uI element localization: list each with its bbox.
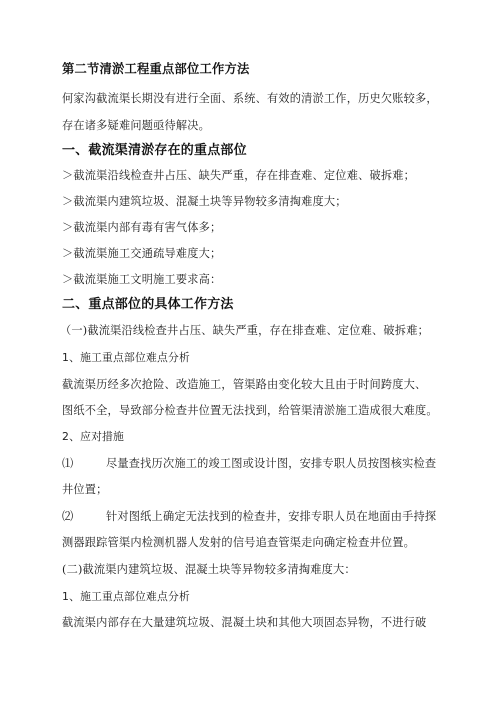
key-point-1: ＞截流渠沿线检查井占压、缺失严重，存在排查难、定位难、破拆难； <box>62 169 416 182</box>
subsection-2-analysis-line-1: 截流渠内部存在大量建筑垃圾、混凝土块和其他大项固态异物，不进行破 <box>62 616 427 629</box>
heading-key-points: 一、截流渠清淤存在的重点部位 <box>62 143 247 158</box>
subsection-1-analysis-heading: 1、施工重点部位难点分析 <box>62 351 191 364</box>
key-point-5: ＞截流渠施工文明施工要求高： <box>62 273 222 286</box>
measure-1-line-2: 井位置； <box>62 483 108 496</box>
measure-2-number: ⑵ <box>62 510 74 523</box>
measure-2-line-1: 针对图纸上确定无法找到的检查井，安排专职人员在地面由手持探 <box>106 510 437 523</box>
intro-line-1: 何家沟截流渠长期没有进行全面、系统、有效的清淤工作，历史欠账较多， <box>62 92 438 105</box>
section-title: 第二节清淤工程重点部位工作方法 <box>62 62 250 76</box>
subsection-1-title: （一)截流渠沿线检查井占压、缺失严重，存在排查难、定位难、破拆难； <box>60 324 429 337</box>
subsection-1-analysis-line-1: 截流渠历经多次抢险、改造施工，管渠路由变化较大且由于时间跨度大、 <box>62 378 427 391</box>
subsection-2-analysis-heading: 1、施工重点部位难点分析 <box>62 590 191 603</box>
key-point-3: ＞截流渠内部有毒有害气体多； <box>62 221 222 234</box>
measure-1-line-1: 尽量查找历次施工的竣工图或设计图，安排专职人员按图核实检查 <box>106 457 437 470</box>
measure-1-number: ⑴ <box>62 457 74 470</box>
subsection-1-analysis-line-2: 图纸不全，导致部分检查井位置无法找到，给管渠清淤施工造成很大难度。 <box>62 404 438 417</box>
subsection-1-measures-heading: 2、应对措施 <box>62 430 125 443</box>
key-point-2: ＞截流渠内建筑垃圾、混凝土块等异物较多清掏难度大； <box>62 195 347 208</box>
subsection-2-title: (二)截流渠内建筑垃圾、混凝土块等异物较多清掏难度大： <box>62 563 356 576</box>
heading-work-methods: 二、重点部位的具体工作方法 <box>62 297 234 312</box>
intro-line-2: 存在诸多疑难问题亟待解决。 <box>62 119 211 132</box>
measure-2-line-2: 测器跟踪管渠内检测机器人发射的信号追查管渠走向确定检查井位置。 <box>62 536 416 549</box>
key-point-4: ＞截流渠施工交通疏导难度大； <box>62 247 222 260</box>
